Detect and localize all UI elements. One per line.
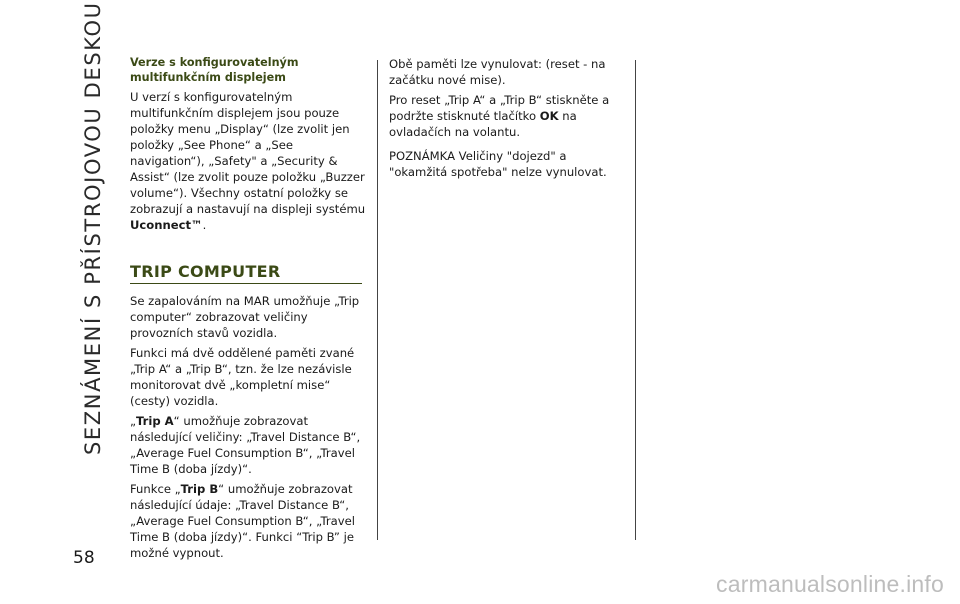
paragraph-trip-intro: Se zapalováním na MAR umožňuje „Trip computer“ zobrazovat veličiny provozních stavů vozidla. [130,294,360,340]
paragraph-reset-instructions: Pro reset „Trip A“ a „Trip B“ stiskněte a podržte stisknuté tlačítko OK na ovladačích na volantu. [389,93,610,139]
paragraph-trip-a: „Trip A“ umožňuje zobrazovat následující veličiny: „Travel Distance B“, „Average Fuel Consumption B“, „Travel Time B (doba jízdy)“. [130,414,361,476]
uconnect-brand: Uconnect™ [130,218,203,232]
paragraph-trip-memories: Funkci má dvě oddělené paměti zvané „Trip A“ a „Trip B“, tzn. že lze nezávisle monitorovat dvě „kompletní mise“ (cesty) vozidla. [130,346,355,408]
watermark: carmanualsonline.info [716,571,944,597]
text-column-right [389,56,621,604]
paragraph-reset: Obě paměti lze vynulovat: (reset - na začátku nové mise). [389,57,606,87]
trip-a-label: Trip A [136,414,174,428]
text-column-left [130,55,370,604]
subheading-configurable-display: Verze s konfigurovatelným multifunkčním displejem [130,56,299,84]
column-divider-right [635,60,636,540]
paragraph-trip-b: Funkce „Trip B“ umožňuje zobrazovat následující údaje: „Travel Distance B“, „Average Fuel Consumption B“, „Travel Time B (doba jízdy)“. Funkci “Trip B” je možné vypnout. [130,482,355,560]
page-number: 58 [73,548,95,568]
trip-b-label: Trip B [180,482,219,496]
column-divider-left [377,60,378,540]
paragraph-configurable-display: U verzí s konfigurovatelným multifunkčním displejem jsou pouze položky menu „Display“ (lze zvolit jen položky „See Phone“ a „See navigation“), „Safety" a „Security & Assist“ (lze zvolit pouze položku „Buzzer volume“). Všechny ostatní položky se zobrazují a nastavují na displeji systému Uconnect™. [130,90,366,232]
note-paragraph: POZNÁMKA Veličiny "dojezd" a "okamžitá spotřeba" nelze vynulovat. [389,149,607,179]
section-title-trip-computer: TRIP COMPUTER [130,264,362,284]
ok-button-label: OK [539,109,559,123]
chapter-side-title: SEZNÁMENÍ S PŘÍSTROJOVOU DESKOU [81,1,105,455]
